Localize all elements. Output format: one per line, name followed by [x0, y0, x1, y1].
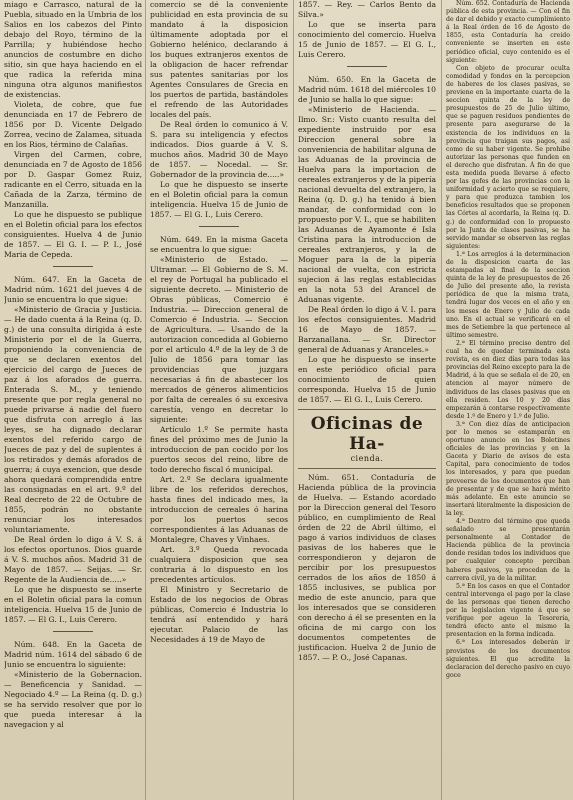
article-text: 3.ª Con diez días de anticipacion por lo menos se estamparán en oportuno anuncio en los Boletines oficiales de las provincias y en la Gaceta y Diario de avisos de esta Capital, para conocimiento de todos los interesados, y para que puedan proveerse de los documentos que han de presentar y de que se hará mérito más adelante. En este anuncio se insertará literalmente la disposicion de la ley. [446, 420, 570, 517]
article-text: Art. 3.º Queda revocada cualquiera disposicion que sea contraria á lo dispuesto en los precedentes artículos. [150, 545, 288, 584]
section-subtitle: cienda. [350, 454, 384, 463]
article-text: 6.ª Los interesados deberán ir provistos de los documentos siguientes. El que acredite la declaracion del derecho pasivo en cuyo goce [446, 639, 570, 679]
column-rule [145, 0, 146, 800]
divider [53, 266, 93, 267]
article-text: miago e Carrasco, natural de la Puebla, situado en la Umbria de los Salios en los cabezos del Pinto debajo del Royo, término de la Parrilla; y hubiéndose hecho anuncios de costumbre en dicho sitio, sin que haya haciendo en el que radica la referida mina ninguna otra algunos manifiestos de existencias. [4, 0, 142, 99]
article-text: De Real órden lo digo á V. S. á los efectos oportunos. Dios guarde á V. S. muchos años. Madrid 31 de Mayo de 1857. — Seijas. — Sr. Regente de la Audiencia de.....» [4, 535, 142, 584]
article-text: 5.ª En los casos en que el Contador central intervenga el pago por la clase de las personas que tienen derecho por la legislacion vigente á que se verifique por ageuo la Tesorería, tendrá efecto ante el mismo la presentacion en la forma indicada. [446, 582, 570, 639]
article-text: 1.ª Los arreglos á la determinacion de la disposicion cuarta de las estampadas al final de la seccion quinta de la ley de presupuestos de 26 de Julio del presente año, la revista periódica de que la misma trata, tendrá lugar dos veces en el año y en los meses de Enero y Julio de cada uno. En el actual se verificará en el mes de Setiembre la que pertenece al último semestre. [446, 250, 570, 339]
article-text: De Real órden lo comunico á V. S. para su inteligencia y efectos indicados. Dios guarde á V. S. muchos años. Madrid 30 de Mayo de 1857. — Nocedal. — Sr. Gobernador de la provincia de.....» [150, 120, 288, 179]
article-heading-650: Núm. 650. En la Gaceta de Madrid núm. 1618 del miércoles 10 de Junio se halla lo que sigue: [298, 75, 436, 104]
article-text: Artículo 1.º Se permite hasta fines del próximo mes de Junio la introduccion de pan cocido por los puertos secos del reino, libre de todo derecho fiscal ó municipal. [150, 425, 288, 474]
article-text: Lo que he dispuesto se inserte en este periódico oficial para conocimiento de quien corresponda. Huelva 15 de Junio de 1857. — El G. I., Luis Cerero. [298, 355, 436, 404]
divider [347, 66, 387, 67]
article-heading-647: Núm. 647. En la Gaceta de Madrid núm. 1621 del jueves 4 de Junio se encuentra lo que sigue: [4, 275, 142, 304]
article-text: Lo que he dispuesto se publique en el Boletin oficial para los efectos consiguientes. Huelva 4 de Junio de 1857. — El G. I. — P. I., José Maria de Cepeda. [4, 210, 142, 259]
article-text: Lo que he dispuesto se inserte en el Boletin oficial para la comun inteligencia. Huelva 15 de Junio de 1857. — El G. I., Luis Cerero. [4, 585, 142, 624]
column-rule [441, 0, 442, 800]
article-text: Art. 2.º Se declara igualmente libre de los referidos derechos, hasta fines del indicado mes, la introduccion de cereales ó harina por los puertos secos correspondientes á las Aduanas de Montalegre, Chaves y Vinhaes. [150, 475, 288, 544]
article-text: 4.ª Dentro del término que queda señalado se presentarán personalmente al Contador de Hacienda pública de la provincia donde residan todos los individuos que por cualquier concepto perciban haberes pasivos, ya procedan de la carrera civil, ya de la militar. [446, 518, 570, 582]
article-heading-649: Núm. 649. En la misma Gaceta se encuentra lo que sigue: [150, 235, 288, 254]
article-text: «Ministerio de Hacienda. — Ilmo. Sr.: Visto cuanto resulta del expediente instruido por esa Direccion general sobre la conveniencia de habilitar alguna de las Aduanas de la provincia de Huelva para la importacion de cereales extranjeros y de la pipería nacional devuelta del extranjero, la Reina (q. D. g.) ha tenido á bien mandar, de conformidad con lo propuesto por V. I., que se habiliten las Aduanas de Ayamonte é Isla Cristina para la introduccion de cereales extranjeros, y la de Moguer para la de la pipería nacional de vuelta, con estricta sujecion á las reglas establecidas en la nota 53 del Arancel de Aduanas vigente. [298, 105, 436, 304]
article-text: El Ministro y Secretario de Estado de los negocios de Obras públicas, Comercio é Industria lo tendrá así entendido y hará ejecutar. Palacio de las Necesidades á 19 de Mayo de [150, 585, 288, 644]
article-text: Violeta, de cobre, que fue denunciada en 17 de Febrero de 1856 por D. Vicente Delgado Zorrea, vecino de Zalamea, situada en los Rios, término de Calañas. [4, 100, 142, 149]
article-text: «Ministerio de Estado. — Ultramar. — El Gobierno de S. M. el rey de Portugal ha publicado el siguiente decreto. — Ministerio de Obras públicas, Comercio é Industria. — Direccion general de Comercio é Industria. — Seccion de Agricultura. — Usando de la autorizacion concedida al Gobierno por el artículo 4.º de la ley de 3 de Julio de 1856 para tomar las providencias que juzgara necesarias á fin de abastecer los mercados de géneros alimenticios por falta de cereales ó su excesiva carestía, vengo en decretar lo siguiente: [150, 255, 288, 424]
article-text: 2.ª El término preciso dentro del cual ha de quedar terminada esta revista, es en diez días para todas las provincias del Reino excepto para la de Madrid, á la que se señala el de 20, en atencion al mayor número de individuos de las clases pasivas que en ella residen. Los 10 y 20 días empezarán á contarse respectivamente desde 1.º de Enero y 1.º de Julio. [446, 339, 570, 420]
divider [298, 468, 436, 469]
article-text: Virgen del Carmen, cobre, denunciada en 7 de Agosto de 1856 por D. Gaspar Gomez Ruiz, radicante en el Cerro, situada en la Cañada de la Zarza, término de Manzanilla. [4, 150, 142, 209]
column-1 [4, 0, 142, 800]
article-text: Lo que he dispuesto se inserte en el Boletin oficial para la comun inteligencia. Huelva 15 de Junio de 1857. — El G. I., Luis Cerero. [150, 180, 288, 219]
article-text: Con objeto de procurar oculta comodidad y fondos en la percepcion de haberes de los clases pasivas, se previene en la importante cuarta de la seccion quinta de la ley de presupuestos de 25 de Julio último, que se paguen residuos pendientes de presente para asegurarse de la existencia de los individuos en la provincia que traigan sus pagos, así como de su haber vigente. Se prohibe autorizar las personas que funden en el derecho que disfrutan. Á fin de que esta medida pueda llevarse á efecto por las gefes de las provincias con la uniformidad y acierto que se requiere, y para que produzca tambien los beneficios resultados que se proponen las Córtes al acordarla, la Reina (q. D. g.) de conformidad con lo propuesto por la Junta de clases pasivas, se ha servido mandar se observen las reglas siguientes: [446, 64, 570, 250]
article-heading-651: Núm. 651. Contaduría de Hacienda pública de la provincia de Huelva. — Estando acordado por la Direccion general del Tesoro público, en cumplimiento de Real órden de 22 de Abril último, el pago á varios individuos de clases pasivas de los haberes que le correspondieron y dejaron de percibir por los presupuestos cerrados de los años de 1850 á 1855 inclusives, se publica por medio de este anuncio, para que los interesados que se consideren con derecho á él se presenten en la oficina de mi cargo con los documentos competentes de justificacion. Huelva 2 de Junio de 1857. — P. O., José Capanas. [298, 473, 436, 662]
article-text: Lo que se inserta para conocimiento del comercio. Huelva 15 de Junio de 1857. — El G. I., Luis Cerero. [298, 20, 436, 59]
column-rule [293, 0, 294, 800]
article-text: 1857. — Rey. — Carlos Bento da Silva.» [298, 0, 436, 19]
article-heading-648: Núm. 648. En la Gaceta de Madrid núm. 1614 del sábado 6 de Junio se encuentra lo siguiente: [4, 640, 142, 669]
divider [298, 409, 436, 410]
column-2 [150, 0, 288, 800]
article-text: «Ministerio de la Gobernacion. — Beneficencia y Sanidad. — Negociado 4.º — La Reina (q. D. g.) se ha servido resolver que por lo que pueda interesar á la navegacion y al [4, 670, 142, 729]
section-title: Oficinas de Ha- [310, 414, 424, 454]
divider [53, 631, 93, 632]
column-4 [446, 0, 570, 800]
article-text: De Real órden lo digo á V. I. para los efectos consiguientes. Madrid 16 de Mayo de 1857. — Barzanallana. — Sr. Director general de Aduanas y Aranceles.» [298, 305, 436, 354]
column-3 [298, 0, 436, 800]
divider [199, 226, 239, 227]
article-heading-652: Núm. 652. Contaduría de Hacienda pública de esta provincia. — Con el fin de dar el debido y exacto cumplimiento á la Real órden de 16 de Agosto de 1855, esta Contaduría ha creido conveniente se inserten en este periódico oficial, cuyo contenido es el siguiente: [446, 0, 570, 64]
article-text: «Ministerio de Gracia y Justicia. — He dado cuenta á la Reina (q. D. g.) de una consulta dirigida á este Ministerio por el de la Guerra, proponiendo la conveniencia de que se declaren exentos del ejercicio del cargo de Jueces de paz á los aforados de guerra. Enterada S. M., y teniendo presente que por regla general no puede privarse á nadie del fuero que disfruta con arreglo á las leyes, se ha dignado declarar exentos del referido cargo de Jueces de paz y del de suplentes á los retirados y demás aforados de guerra; á cuya exencion, que desde ahora quedará comprendida entre las consignadas en el art. 9.º del Real decreto de 22 de Octubre de 1855, podrán no obstante renunciar los interesados voluntariamente. [4, 305, 142, 534]
article-text: comercio se dé la conveniente publicidad en esta provincia de su mandato á la disposicion últimamente adoptada por el Gobierno helénico, declarando á los buques extranjeros exentos de la obligacion de hacer refrendar sus patentes sanitarias por los Agentes Consulares de Grecia en los puertos de partida, bastándoles el refrendo de las Autoridades locales del país. [150, 0, 288, 119]
